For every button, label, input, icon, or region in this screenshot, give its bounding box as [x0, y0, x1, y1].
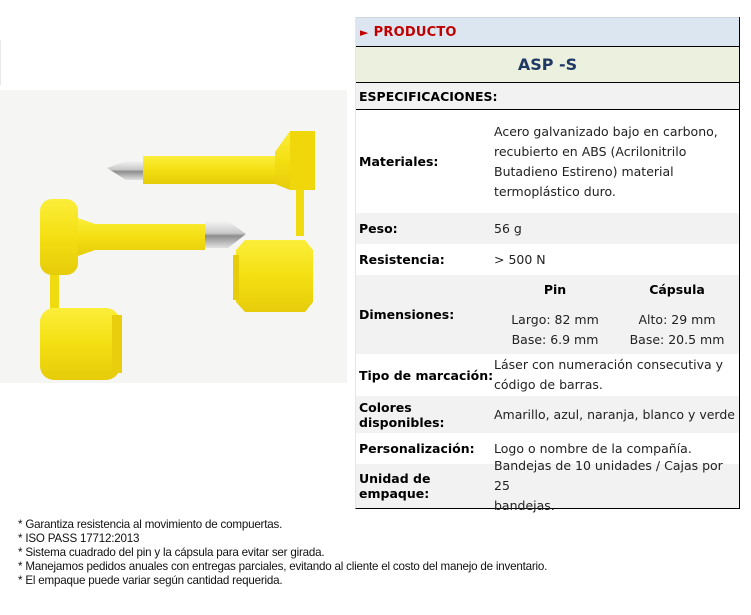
footnote: * Garantiza resistencia al movimiento de compuertas.	[18, 518, 283, 531]
spec-value-line: bandejas.	[494, 498, 555, 513]
specs-heading: ESPECIFICACIONES:	[359, 88, 498, 104]
spec-value: Amarillo, azul, naranja, blanco y verde	[494, 406, 735, 422]
spec-key: Materiales:	[359, 154, 439, 169]
spec-value: > 500 N	[494, 251, 546, 267]
page-edge-line	[0, 40, 1, 85]
spec-value	[494, 122, 739, 202]
specs-heading-row	[356, 83, 739, 110]
dimensions-pin-title: Pin	[543, 281, 567, 297]
spec-row-materials	[356, 110, 739, 213]
spec-value	[494, 456, 739, 516]
spec-value: 56 g	[494, 220, 522, 236]
product-section-label	[356, 25, 457, 40]
spec-value: Logo o nombre de la compañía.	[494, 440, 692, 456]
footnote: * ISO PASS 17712:2013	[18, 532, 140, 545]
dimensions-capsule	[616, 280, 738, 350]
product-name: ASP -S	[517, 55, 578, 74]
spec-value-line: Butadieno Estireno) material	[494, 163, 674, 179]
dimensions-capsule-title: Cápsula	[649, 281, 705, 297]
capsule-right	[233, 240, 313, 312]
dimensions-pin-base: Base: 6.9 mm	[511, 331, 599, 347]
spec-key: Colores disponibles:	[359, 399, 445, 430]
spec-value-line: Láser con numeración consecutiva y	[494, 357, 723, 372]
product-photo	[0, 90, 347, 383]
dimensions-capsule-height: Alto: 29 mm	[638, 311, 716, 327]
spec-row-marking	[356, 354, 739, 396]
spec-value-line: Acero galvanizado bajo en carbono,	[494, 123, 718, 139]
product-section-header	[356, 17, 739, 47]
spec-key: Personalización:	[359, 441, 475, 456]
spec-key: Unidad de empaque:	[359, 471, 431, 501]
triangle-right-icon: ►	[360, 25, 369, 39]
spec-value-line: termoplástico duro.	[494, 183, 616, 199]
spec-value-line: código de barras.	[494, 377, 603, 392]
spec-table	[355, 17, 740, 513]
spec-key: Dimensiones:	[359, 307, 455, 322]
capsule-left	[40, 308, 122, 380]
spec-value-line: Bandejas de 10 unidades / Cajas por 25	[494, 458, 723, 493]
dimensions-pin	[494, 280, 616, 350]
dimensions-capsule-base: Base: 20.5 mm	[629, 331, 725, 347]
product-section-text: PRODUCTO	[373, 24, 457, 40]
spec-value-line: recubierto en ABS (Acrilonitrilo	[494, 143, 687, 159]
spec-row-colors	[356, 396, 739, 433]
spec-key: Resistencia:	[359, 252, 445, 267]
dimensions-grid	[494, 280, 739, 350]
footnote: * El empaque puede variar según cantidad requerida.	[18, 574, 283, 587]
spec-key: Tipo de marcación:	[359, 367, 494, 383]
product-name-row	[356, 47, 739, 83]
footnotes	[18, 518, 547, 588]
spec-value	[494, 355, 739, 395]
spec-row-packaging	[356, 458, 739, 513]
spec-row-weight	[356, 213, 739, 244]
spec-row-resistance	[356, 244, 739, 275]
spec-key: Peso:	[359, 221, 398, 236]
dimensions-pin-length: Largo: 82 mm	[511, 311, 599, 327]
footnote: * Sistema cuadrado del pin y la cápsula para evitar ser girada.	[18, 546, 325, 559]
spec-row-dimensions	[356, 275, 739, 354]
footnote: * Manejamos pedidos anuales con entregas parciales, evitando al cliente el costo del manejo de inventario.	[18, 560, 548, 573]
